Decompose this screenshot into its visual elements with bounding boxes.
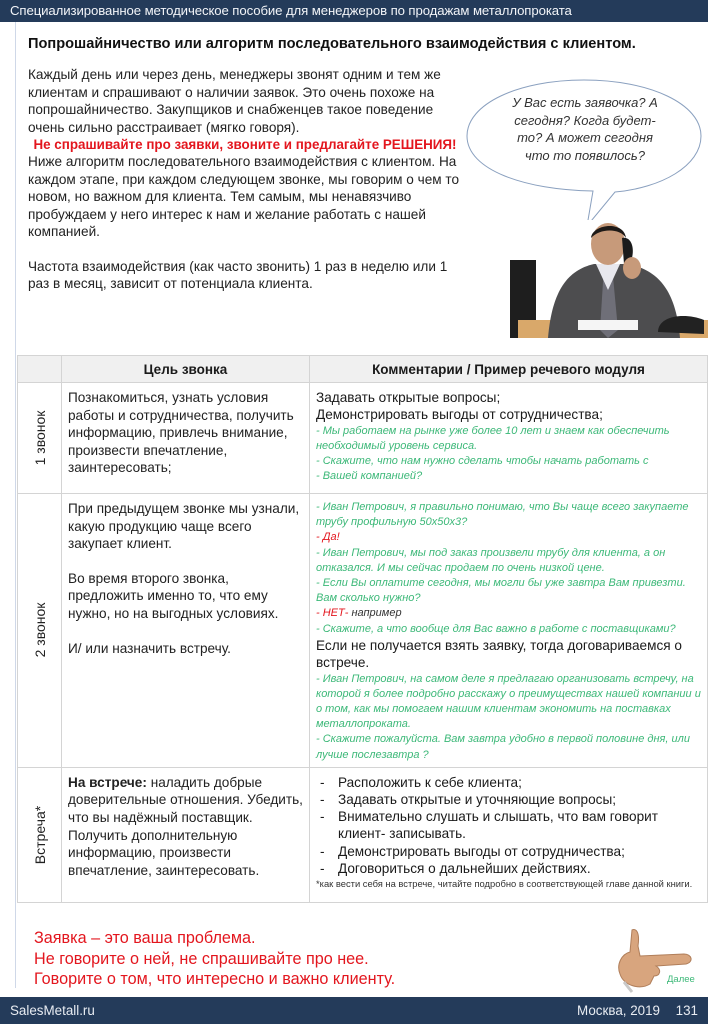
- table-row: [18, 383, 708, 494]
- meeting-actions-list: [316, 774, 701, 877]
- goal-cell: На встрече: наладить добрые доверительные отношения. Убедить, что вы надёжный поставщик. Получить дополнительную информацию, произвести впечатление, заинтересовать.: [62, 767, 310, 902]
- left-margin-rule: [15, 22, 16, 988]
- next-link[interactable]: Далее: [667, 974, 695, 985]
- header-banner: Специализированное методическое пособие для менеджеров по продажам металлопроката: [0, 0, 708, 22]
- example-line: - Если Вы оплатите сегодня, мы могли бы уже завтра Вам привезти. Вам сколько нужно?: [316, 577, 686, 605]
- row-label-meeting: Встреча*: [18, 767, 62, 902]
- goal-cell: Познакомиться, узнать условия работы и сотрудничества, получить информацию, привлечь внимание, произвести впечатление, заинтересовать;: [62, 383, 310, 494]
- example-line: - Иван Петрович, я правильно понимаю, что Вы чаще всего закупаете трубу профильную 50х50х3?: [316, 501, 689, 529]
- example-line: - Скажите, что нам нужно сделать чтобы начать работать с: [316, 455, 649, 468]
- example-line: - Иван Петрович, на самом деле я предлагаю организовать встречу, на которой я более подробно расскажу о преимуществах нашей компании и о том, как мы помогаем нашим клиентам экономить на поставках металлопроката.: [316, 672, 701, 731]
- footer-bar: [0, 997, 708, 1024]
- example-line: - Мы работаем на рынке уже более 10 лет и знаем как обеспечить необходимый уровень сервиса.: [316, 424, 670, 453]
- speech-bubble-text: У Вас есть заявочка? А сегодня? Когда будет-то? А может сегодня что то появилось?: [512, 95, 658, 163]
- intro-paragraph-3: Частота взаимодействия (как часто звонить) 1 раз в неделю или 1 раз в месяц, зависит от потенциала клиента.: [28, 258, 448, 291]
- example-line: - Скажите пожалуйста. Вам завтра удобно в первой половине дня, или лучше послезавтра ?: [316, 733, 690, 761]
- example-line: - Иван Петрович, мы под заказ произвели трубу для клиента, а он отказался. И мы сейчас продаем по очень низкой цене.: [316, 546, 666, 574]
- table-header-row: [18, 356, 708, 383]
- goal-cell: При предыдущем звонке мы узнали, какую продукцию чаще всего закупает клиент. Во время второго звонка, предложить именно то, что ему нужно, но на выгодных условиях. И/ или назначить встречу.: [62, 494, 310, 768]
- call-algorithm-table: [17, 355, 707, 903]
- intro-paragraph-2: Ниже алгоритм последовательного взаимодействия с клиентом. На каждом этапе, при каждом следующем звонке, мы говорим о чем то новом, но важном для клиента. Тем самым, мы ненавязчиво пробуждаем у него интерес к нам и желание работать с нашей компанией.: [28, 154, 460, 239]
- comments-cell: [310, 767, 708, 902]
- header-stage: [18, 356, 62, 383]
- page-title: Попрошайничество или алгоритм последовательного взаимодействия с клиентом.: [28, 36, 636, 52]
- bottom-note: Заявка – это ваша проблема. Не говорите о ней, не спрашивайте про нее. Говорите о том, что интересно и важно клиенту.: [34, 929, 396, 988]
- example-line: - Скажите, а что вообще для Вас важно в работе с поставщиками?: [316, 622, 676, 635]
- speech-bubble: [465, 78, 703, 196]
- row-label-call-1: 1 звонок: [18, 383, 62, 494]
- list-item: - Расположить к себе клиента;: [316, 774, 701, 791]
- comments-cell: Задавать открытые вопросы; Демонстрировать выгоды от сотрудничества; - Мы работаем на рынке уже более 10 лет и знаем как обеспечить необходимый уровень сервиса. - Скажите, что нам нужно сделать чтобы начать работать с - Вашей компанией?: [310, 383, 708, 494]
- header-comments: Комментарии / Пример речевого модуля: [310, 356, 708, 383]
- row-label-call-2: 2 звонок: [18, 494, 62, 768]
- answer-line: - Да!: [316, 531, 340, 544]
- answer-line: - НЕТ- например: [316, 607, 402, 620]
- warning-text: Не спрашивайте про заявки, звоните и предлагайте РЕШЕНИЯ!: [33, 137, 457, 152]
- list-item: - Задавать открытые и уточняющие вопросы;: [316, 791, 701, 808]
- manager-on-phone-photo: [508, 220, 708, 338]
- table-row: [18, 494, 708, 768]
- intro-paragraph-1: Каждый день или через день, менеджеры звонят одним и тем же клиентам и спрашивают о наличии заявок. Это очень похоже на попрошайничество. Закупщиков и снабженцев такое поведение очень сильно расстраивает (мягко говоря).: [28, 67, 441, 135]
- intro-section: [28, 66, 468, 293]
- footnote: *как вести себя на встрече, читайте подробно в соответствующей главе данной книги.: [316, 878, 693, 890]
- list-item: - Договориться о дальнейших действиях.: [316, 860, 701, 877]
- list-item: - Демонстрировать выгоды от сотрудничества;: [316, 843, 701, 860]
- example-line: - Вашей компанией?: [316, 470, 423, 483]
- page-number: 131: [675, 1003, 698, 1018]
- footer-city-year: Москва, 2019: [577, 1003, 660, 1018]
- comments-cell: - Иван Петрович, я правильно понимаю, что Вы чаще всего закупаете трубу профильную 50х50х3? - Да! - Иван Петрович, мы под заказ произвели трубу для клиента, а он отказался. И мы сейчас продаем по очень низкой цене. - Если Вы оплатите сегодня, мы могли бы уже завтра Вам привезти. Вам сколько нужно? - НЕТ- например - Скажите, а что вообще для Вас важно в работе с поставщиками? Если не получается взять заявку, тогда договариваемся о встрече. - Иван Петрович, на самом деле я предлагаю организовать встречу, на которой я более подробно расскажу о преимуществах нашей компании и о том, как мы помогаем нашим клиентам экономить на поставках металлопроката. - Скажите пожалуйста. Вам завтра удобно в первой половине дня, или лучше послезавтра ?: [310, 494, 708, 768]
- header-call-goal: Цель звонка: [62, 356, 310, 383]
- table-row: [18, 767, 708, 902]
- list-item: - Внимательно слушать и слышать, что вам говорит клиент- записывать.: [316, 808, 701, 842]
- footer-site[interactable]: SalesMetall.ru: [10, 1003, 95, 1018]
